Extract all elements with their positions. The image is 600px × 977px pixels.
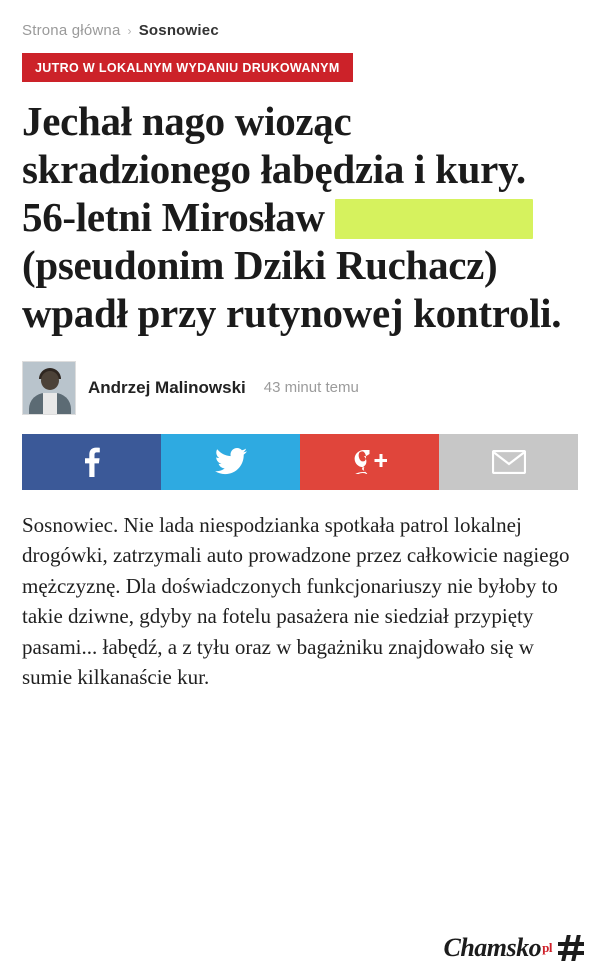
page-title xyxy=(22,98,578,338)
share-facebook-button[interactable] xyxy=(22,434,161,490)
article-body: Sosnowiec. Nie lada niespodzianka spotkała patrol lokalnej drogówki, zatrzymali auto prowadzone przez całkowicie nagiego mężczyznę. Dla doświadczonych funkcjonariuszy nie byłoby to takie dziwne, gdyby na fotelu pasażera nie siedział przypięty pasami... łabędź, a z tyłu oraz w bagażniku znajdowało się w sumie kilkanaście kur. xyxy=(22,512,570,690)
watermark-text xyxy=(444,933,553,963)
avatar-shirt xyxy=(43,393,57,415)
label-strip-container xyxy=(0,39,600,82)
avatar-head xyxy=(41,371,59,390)
headline-part-1: Jechał nago wioząc skradzionego łabędzia i kury. 56-letni Mirosław xyxy=(22,98,526,240)
share-googleplus-button[interactable] xyxy=(300,434,439,490)
byline xyxy=(22,360,578,416)
avatar xyxy=(22,361,76,415)
share-twitter-button[interactable] xyxy=(161,434,300,490)
breadcrumb-home-link[interactable]: Strona główna xyxy=(22,22,121,39)
watermark-name: Chamsko xyxy=(443,933,542,962)
breadcrumb-current[interactable]: Sosnowiec xyxy=(138,22,219,39)
breadcrumb xyxy=(0,0,600,39)
print-edition-badge: JUTRO W LOKALNYM WYDANIU DRUKOWANYM xyxy=(22,53,353,82)
watermark-suffix: pl xyxy=(542,940,552,955)
share-email-button[interactable] xyxy=(439,434,578,490)
breadcrumb-separator-icon: › xyxy=(127,23,132,38)
headline-part-2: (pseudonim Dziki Ruchacz) wpadł przy rutynowej kontroli. xyxy=(22,241,562,336)
twitter-icon xyxy=(215,448,247,475)
redaction-highlight xyxy=(335,199,533,239)
facebook-icon xyxy=(84,447,100,477)
hash-icon xyxy=(558,935,584,961)
watermark xyxy=(444,933,585,963)
author-name[interactable]: Andrzej Malinowski xyxy=(88,377,246,397)
timestamp: 43 minut temu xyxy=(263,379,359,397)
share-bar xyxy=(22,434,578,490)
google-plus-icon xyxy=(353,450,387,474)
envelope-icon xyxy=(492,450,526,474)
